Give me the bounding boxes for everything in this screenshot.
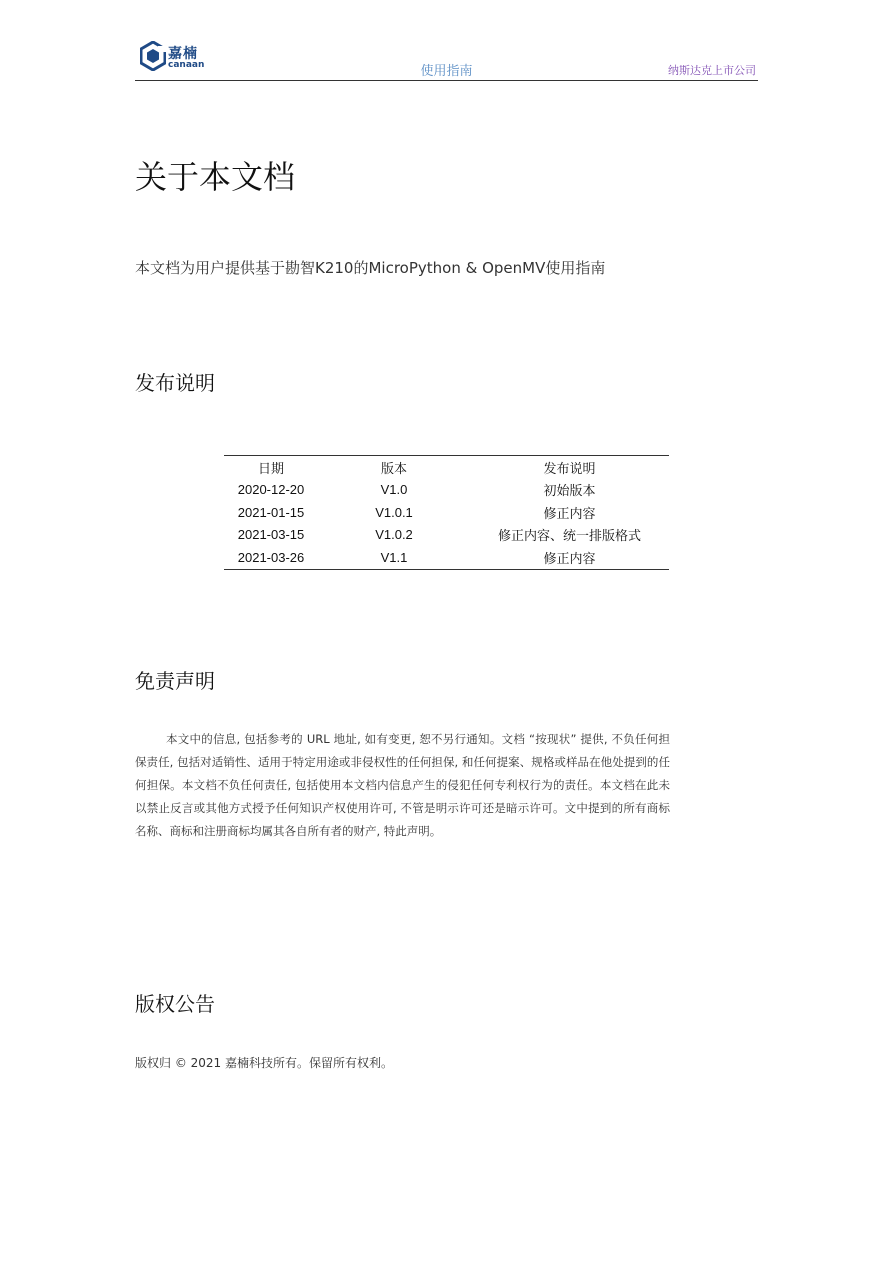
row-notes: 初始版本	[543, 483, 596, 499]
row-version: V1.0.2	[375, 527, 413, 543]
column-header-date: 日期	[257, 460, 284, 476]
about-intro: 本文档为用户提供基于勘智K210的MicroPython & OpenMV使用指南	[135, 259, 606, 277]
logo-chinese-name: 嘉楠	[168, 46, 198, 62]
header-company: 纳斯达克上市公司	[668, 64, 756, 77]
table-row	[224, 524, 669, 547]
table-header-row	[224, 456, 669, 479]
row-notes: 修正内容	[543, 550, 596, 566]
release-title: 发布说明	[135, 371, 215, 395]
table-row	[224, 546, 669, 569]
copyright-title: 版权公告	[135, 992, 215, 1016]
row-date: 2021-01-15	[237, 504, 305, 520]
disclaimer-title: 免责声明	[135, 669, 215, 693]
column-header-notes: 发布说明	[543, 460, 596, 476]
row-notes: 修正内容、统一排版格式	[497, 528, 641, 544]
table-row	[224, 501, 669, 524]
row-notes: 修正内容	[543, 505, 596, 521]
row-version: V1.1	[380, 549, 408, 565]
row-version: V1.0.1	[375, 504, 413, 520]
about-title: 关于本文档	[135, 158, 296, 196]
row-date: 2021-03-26	[237, 549, 305, 565]
header-title: 使用指南	[420, 64, 473, 79]
row-date: 2021-03-15	[237, 527, 305, 543]
table-row	[224, 479, 669, 502]
disclaimer-text: 本文中的信息, 包括参考的 URL 地址, 如有变更, 恕不另行通知。文档 “按现状” 提供, 不负任何担保责任, 包括对适销性、适用于特定用途或非侵权性的任何担保, 和任何提案、规格或样品在他处提到的任何担保。本文档不负任何责任, 包括使用本文档内信息产生的侵犯任何专利权行为的责任。本文档在此未以禁止反言或其他方式授予任何知识产权使用许可, 不管是明示许可还是暗示许可。文中提到的所有商标名称、商标和注册商标均属其各自所有者的财产, 特此声明。	[135, 732, 670, 838]
page-header	[135, 40, 758, 81]
release-table	[224, 455, 669, 570]
column-header-version: 版本	[380, 460, 407, 476]
row-version: V1.0	[380, 482, 408, 498]
row-date: 2020-12-20	[237, 482, 305, 498]
copyright-text: 版权归 © 2021 嘉楠科技所有。保留所有权利。	[135, 1056, 393, 1070]
logo-english-name: canaan	[168, 60, 205, 70]
